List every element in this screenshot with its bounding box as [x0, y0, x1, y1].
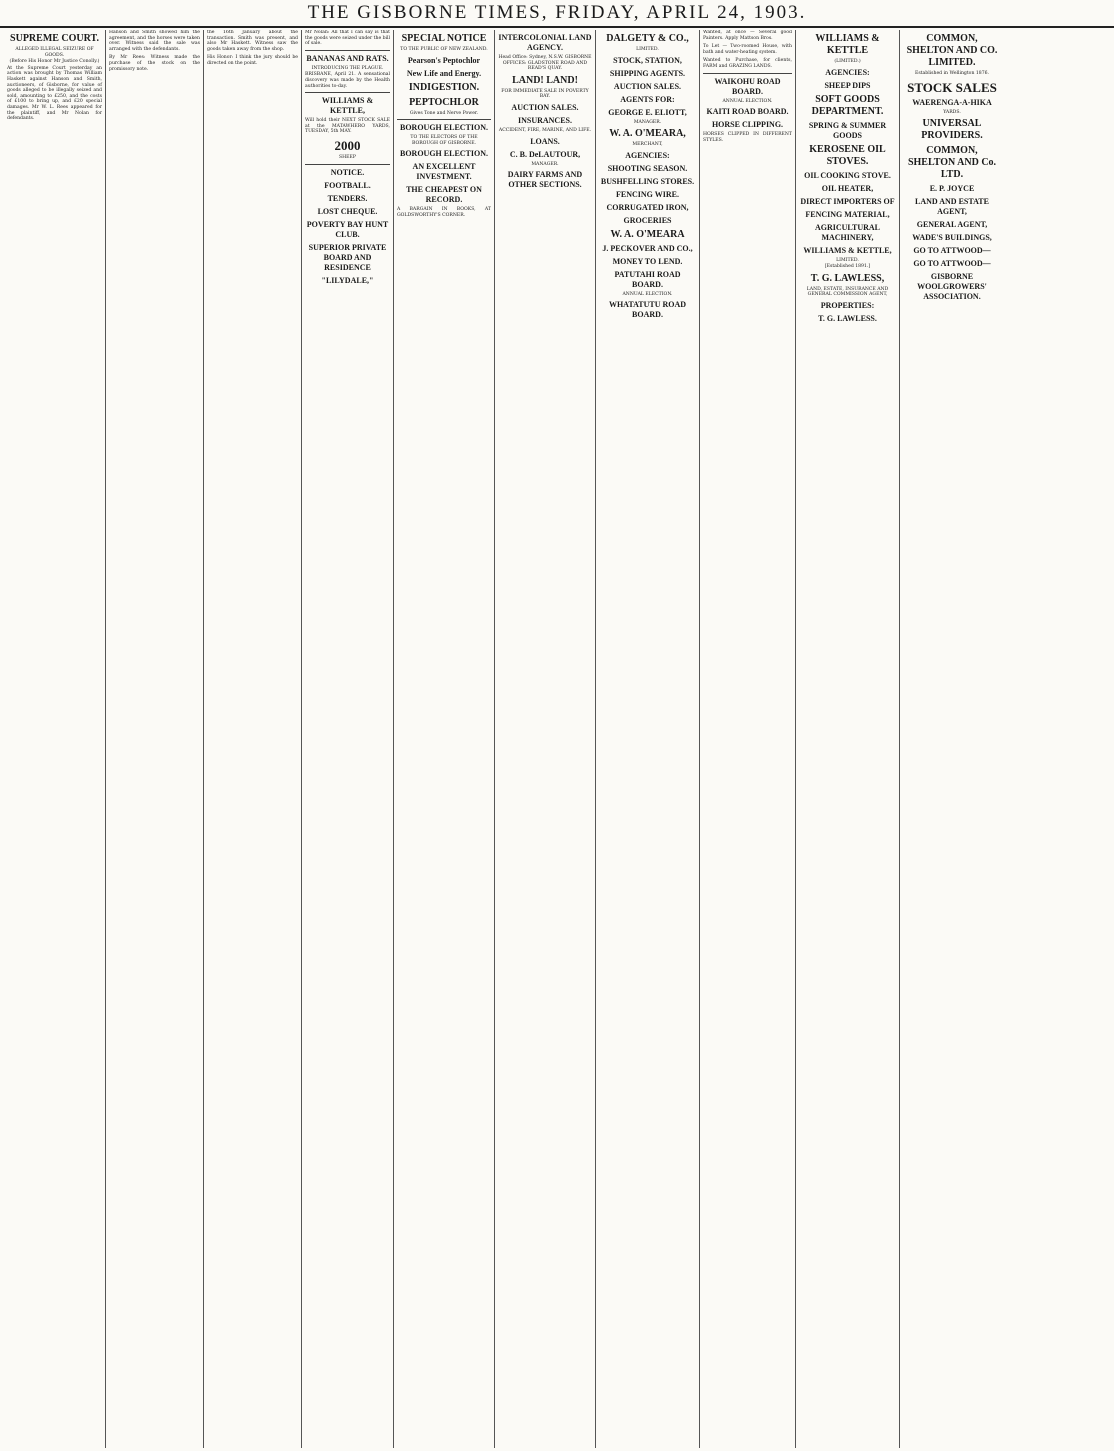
- heading-kaiti: KAITI ROAD BOARD.: [706, 107, 789, 117]
- heading-peckover: J. PECKOVER AND CO.,: [602, 243, 693, 253]
- heading-bushfelling: BUSHFELLING STORES.: [600, 176, 695, 186]
- heading-properties: PROPERTIES:: [820, 300, 875, 310]
- column-dalgety: [596, 30, 700, 1448]
- subheading-established-1876: Established in Wellington 1876.: [914, 71, 990, 76]
- court-report: At the Supreme Court yesterday an action was brought by Thomas William Haskett against Hanson and Smith, auctioneers, of Gisborne, for value of goods alleged to be illegally seized and sold, amounting to £250, and the costs of £100 to bring up, and £20 special damages. Mr W. L. Rees appeared for the plaintiff, and Mr Nolan for defendants.: [7, 65, 102, 122]
- heading-agencies-2: AGENCIES:: [825, 67, 870, 77]
- column-peptochlor: [394, 30, 495, 1448]
- heading-stock-sales: STOCK SALES: [907, 79, 997, 95]
- subheading-annual-election: ANNUAL ELECTION.: [622, 291, 673, 297]
- sheep-label: SHEEP: [339, 154, 356, 160]
- heading-universal-providers: UNIVERSAL PROVIDERS.: [921, 118, 983, 142]
- heading-shipping-agents: SHIPPING AGENTS.: [609, 68, 686, 78]
- heading-common-shelton: COMMON, SHELTON AND CO. LIMITED.: [906, 33, 998, 68]
- heading-patutahi: PATUTAHI ROAD BOARD.: [614, 269, 681, 289]
- subheading-limited-2: (LIMITED.): [834, 59, 861, 64]
- subheading-land-agent: LAND, ESTATE, INSURANCE AND GENERAL COMMISSION AGENT,: [806, 286, 889, 298]
- heading-sheep-dips: SHEEP DIPS: [824, 80, 871, 90]
- subheading-yards: YARDS.: [943, 109, 961, 115]
- subheading-manager-2: MANAGER.: [633, 119, 662, 125]
- court-report-4: the 16th January about the transaction. Smith was present, and also Mr Haskett. Witness saw the goods taken away from the shop.: [207, 30, 298, 52]
- horses-clipped: HORSES CLIPPED IN DIFFERENT STYLES.: [703, 132, 792, 143]
- heading-dairy-farms: DAIRY FARMS AND OTHER SECTIONS.: [507, 170, 583, 190]
- heading-corrugated-iron: CORRUGATED IRON,: [606, 202, 689, 212]
- subheading-established: [Established 1891.]: [824, 264, 871, 270]
- heading-agents-for: AGENTS FOR:: [620, 94, 675, 104]
- divider: [397, 119, 491, 120]
- heading-board-residence: SUPERIOR PRIVATE BOARD AND RESIDENCE: [308, 242, 387, 272]
- heading-lawless: T. G. LAWLESS,: [810, 272, 885, 284]
- heading-omeara: W. A. O'MEARA,: [609, 128, 686, 140]
- column-court-continued-2: [204, 30, 302, 1448]
- subheading-limited: LIMITED.: [636, 47, 659, 52]
- heading-borough-election-2: BOROUGH ELECTION.: [399, 149, 488, 159]
- heading-auction-sales: AUCTION SALES.: [511, 102, 579, 112]
- heading-delautour: C. B. DeLAUTOUR,: [509, 149, 581, 159]
- heading-special-notice: SPECIAL NOTICE: [401, 33, 487, 44]
- classified-painters: Wanted, at once — Several good Painters. Apply Mattson Bros.: [703, 30, 792, 41]
- heading-woolgrowers: GISBORNE WOOLGROWERS' ASSOCIATION.: [917, 272, 987, 302]
- heading-peptochlor-2: PEPTOCHLOR: [409, 96, 479, 108]
- heading-agencies: AGENCIES:: [625, 150, 670, 160]
- subheading-manager: MANAGER.: [531, 161, 559, 167]
- court-report-2: Hanson and Smith showed him the agreement, and the horses were taken over. Witness said the sale was arranged with the defendants.: [109, 30, 200, 52]
- heading-whatatutu: WHATATUTU ROAD BOARD.: [608, 300, 687, 320]
- court-report-6: Mr Nolan: All that I can say is that the goods were seized under the bill of sale.: [305, 30, 390, 47]
- columns: [4, 30, 1110, 1448]
- column-news-notices: [302, 30, 394, 1448]
- heading-shooting-season: SHOOTING SEASON.: [607, 163, 688, 173]
- heading-fencing-material: FENCING MATERIAL,: [805, 209, 890, 219]
- court-before: (Before His Honor Mr Justice Conolly.): [9, 59, 100, 65]
- heading-horse-clipping: HORSE CLIPPING.: [711, 120, 784, 130]
- heading-omeara-2: W. A. O'MEARA: [610, 228, 685, 240]
- heading-waerenga: WAERENGA-A-HIKA: [912, 97, 992, 107]
- heading-direct-importers: DIRECT IMPORTERS OF: [800, 196, 895, 206]
- stock-sale-notice: Will hold their NEXT STOCK SALE at the MATAWHERO YARDS, TUESDAY, 5th MAY.: [305, 118, 390, 135]
- heading-fencing-wire: FENCING WIRE.: [616, 189, 679, 199]
- column-williams-kettle: [796, 30, 900, 1448]
- heading-investment: AN EXCELLENT INVESTMENT.: [412, 162, 476, 182]
- column-common-shelton: [900, 30, 1004, 1448]
- heading-spring-summer: SPRING & SUMMER GOODS: [808, 120, 887, 140]
- heading-football: FOOTBALL.: [324, 180, 371, 190]
- heading-auction-sales-2: AUCTION SALES.: [613, 81, 682, 91]
- heading-oil-cooking: OIL COOKING STOVE.: [804, 170, 891, 180]
- column-classifieds: [700, 30, 796, 1448]
- heading-kerosene: KEROSENE OIL STOVES.: [809, 143, 886, 167]
- subheading-merchant: MERCHANT,: [632, 142, 663, 148]
- heading-borough-election: BOROUGH ELECTION.: [399, 123, 488, 133]
- subheading-annual-election-2: ANNUAL ELECTION.: [722, 98, 773, 104]
- masthead: [0, 0, 1114, 28]
- subheading-immediate-sale: FOR IMMEDIATE SALE IN POVERTY BAY.: [501, 88, 589, 100]
- heading-lost-cheque: LOST CHEQUE.: [317, 206, 378, 216]
- subheading-plague: INTRODUCING THE PLAGUE.: [311, 65, 384, 71]
- heading-land-estate: LAND AND ESTATE AGENT,: [915, 197, 989, 217]
- column-supreme-court: [4, 30, 106, 1448]
- subheading-head-office: Head Office: Sydney, N.S.W. GISBORNE OFFICES: GLADSTONE ROAD AND READ'S QUAY.: [498, 55, 592, 72]
- bananas-report: BRISBANE, April 21. A sensational discovery was made by the Health authorities to-day.: [305, 72, 390, 89]
- heading-soft-goods: SOFT GOODS DEPARTMENT.: [811, 93, 884, 117]
- divider: [305, 164, 390, 165]
- heading-new-life: New Life and Energy.: [406, 68, 482, 78]
- heading-money-to-lend: MONEY TO LEND.: [612, 256, 683, 266]
- heading-groceries: GROCERIES: [623, 215, 672, 225]
- bargain-books: A BARGAIN IN BOOKS, AT GOLDSWORTHY'S CORNER.: [397, 207, 491, 218]
- heading-eliott: GEORGE E. ELIOTT,: [608, 107, 687, 117]
- heading-peptochlor: Pearson's Peptochlor: [407, 55, 481, 65]
- heading-attwood: GO TO ATTWOOD—: [913, 246, 991, 256]
- heading-common-shelton-2: COMMON, SHELTON AND Co. LTD.: [907, 145, 997, 181]
- divider: [703, 73, 792, 74]
- subheading-tone: Gives Tone and Nerve Power.: [409, 110, 479, 116]
- subheading-electors: TO THE ELECTORS OF THE BOROUGH OF GISBORNE.: [410, 135, 478, 146]
- heading-lilydale: "LILYDALE,": [321, 275, 374, 285]
- heading-general-agent: GENERAL AGENT,: [916, 220, 988, 230]
- column-land-agency: [495, 30, 596, 1448]
- sheep-count: 2000: [334, 137, 361, 153]
- subheading-seizure: ALLEGED ILLEGAL SEIZURE OF GOODS.: [15, 47, 94, 58]
- heading-notice: NOTICE.: [330, 167, 365, 177]
- heading-cheapest: THE CHEAPEST ON RECORD.: [406, 185, 482, 205]
- masthead-title: THE GISBORNE TIMES, FRIDAY, APRIL 24, 1903.: [307, 2, 807, 23]
- heading-bananas-rats: BANANAS AND RATS.: [306, 53, 389, 63]
- heading-williams-kettle: WILLIAMS & KETTLE: [815, 33, 880, 56]
- heading-attwood-2: GO TO ATTWOOD—: [913, 259, 991, 269]
- heading-supreme-court: SUPREME COURT.: [10, 33, 99, 44]
- heading-loans: LOANS.: [530, 136, 560, 146]
- heading-hunt-club: POVERTY BAY HUNT CLUB.: [306, 219, 389, 239]
- heading-dalgety: DALGETY & CO.,: [606, 33, 689, 44]
- heading-land-land: LAND! LAND!: [512, 74, 578, 86]
- heading-wades-buildings: WADE'S BUILDINGS,: [912, 233, 992, 243]
- classified-to-let: To Let — Two-roomed House, with bath and water-heating system.: [703, 44, 792, 55]
- divider: [305, 50, 390, 51]
- heading-lawless-2: T. G. LAWLESS.: [818, 313, 877, 323]
- heading-williams-kettle-ad: WILLIAMS & KETTLE,: [321, 96, 374, 116]
- heading-oil-heater: OIL HEATER,: [821, 183, 874, 193]
- heading-waikohu: WAIKOHU ROAD BOARD.: [714, 76, 781, 96]
- heading-williams-kettle-2: WILLIAMS & KETTLE,: [803, 245, 892, 255]
- subheading-insurance-types: ACCIDENT, FIRE, MARINE, AND LIFE.: [498, 127, 592, 133]
- heading-stock-station: STOCK, STATION,: [613, 55, 682, 65]
- court-report-5: His Honor: I think the jury should be directed on the point.: [207, 55, 298, 66]
- heading-insurances: INSURANCES.: [517, 115, 572, 125]
- heading-agricultural: AGRICULTURAL MACHINERY,: [814, 222, 881, 242]
- subheading-limited-3: LIMITED.: [836, 257, 859, 263]
- heading-intercolonial: INTERCOLONIAL LAND AGENCY.: [498, 33, 592, 52]
- column-court-continued: [106, 30, 204, 1448]
- subheading-public-nz: TO THE PUBLIC OF NEW ZEALAND.: [400, 47, 488, 52]
- heading-joyce: E. P. JOYCE: [929, 184, 975, 194]
- classified-farms: Wanted to Purchase, for clients, FARM and GRAZING LANDS.: [703, 58, 792, 69]
- heading-indigestion: INDIGESTION.: [408, 81, 480, 93]
- heading-tenders: TENDERS.: [327, 193, 368, 203]
- divider: [305, 92, 390, 93]
- court-report-3: By Mr Rees: Witness made the purchase of the stock on the promissory note.: [109, 55, 200, 72]
